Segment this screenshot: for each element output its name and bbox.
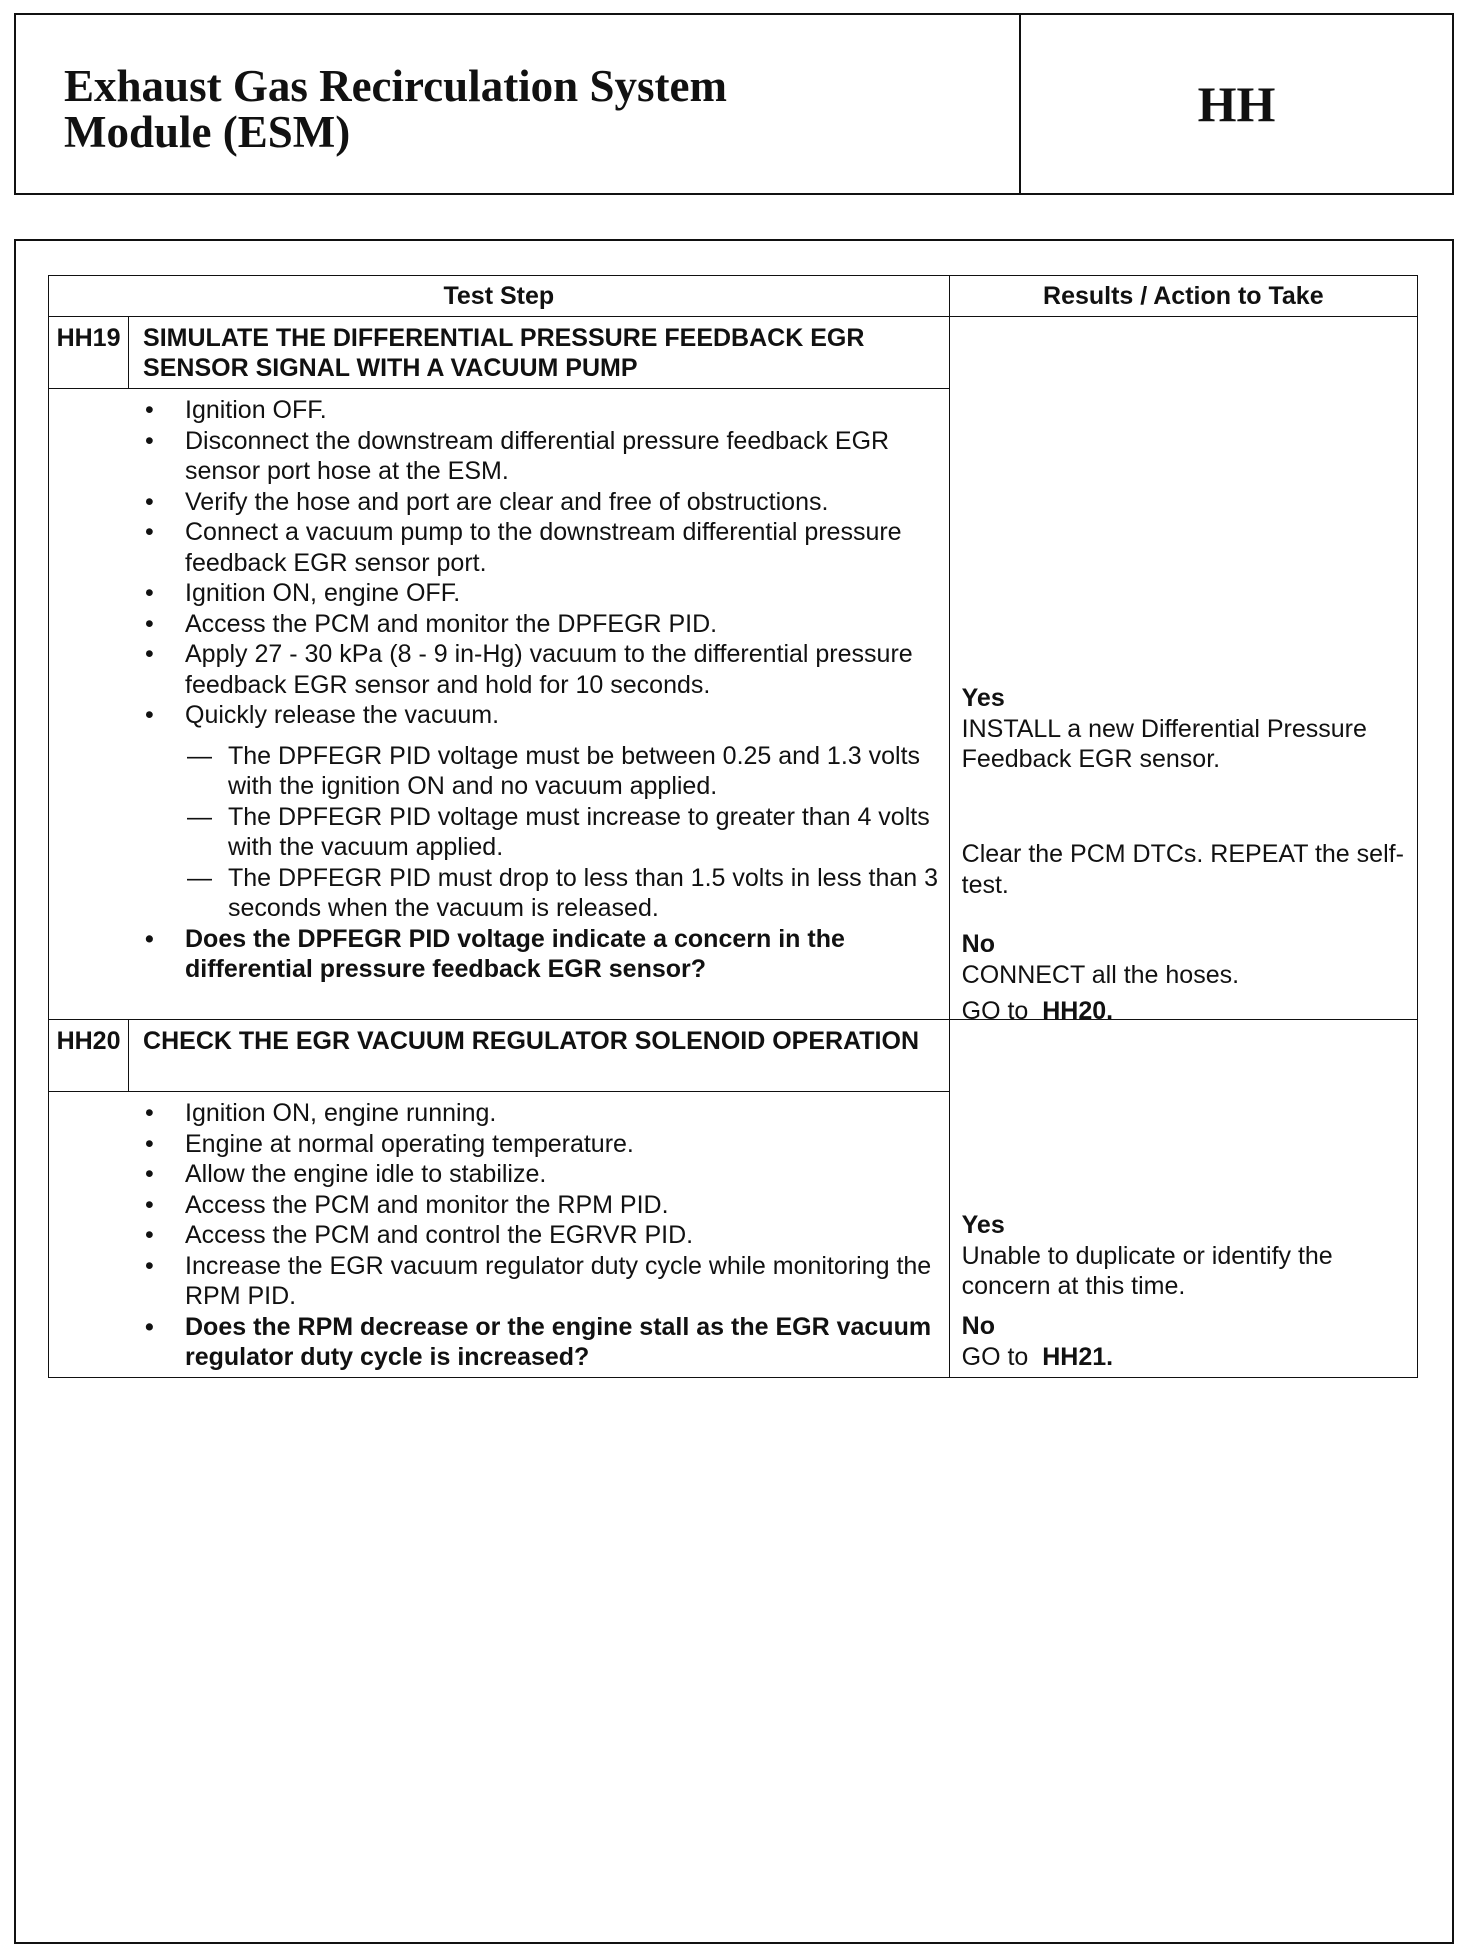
column-header-results: Results / Action to Take [949, 276, 1417, 317]
step-body [49, 1092, 950, 1378]
step-hh20-results [949, 1020, 1417, 1378]
step-id: HH19 [49, 317, 129, 389]
list-item: • Increase the EGR vacuum regulator duty cycle while monitoring the RPM PID. [49, 1251, 941, 1312]
step-question-list [49, 924, 941, 985]
step-title: SIMULATE THE DIFFERENTIAL PRESSURE FEEDBACK EGR SENSOR SIGNAL WITH A VACUUM PUMP [129, 317, 950, 389]
list-item: • Connect a vacuum pump to the downstream differential pressure feedback EGR sensor port. [49, 517, 941, 578]
step-title: CHECK THE EGR VACUUM REGULATOR SOLENOID OPERATION [129, 1020, 950, 1092]
list-item: • Ignition OFF. [49, 395, 941, 426]
list-item: — The DPFEGR PID must drop to less than 1.5 volts in less than 3 seconds when the vacuum is released. [49, 863, 941, 924]
no-label: No [961, 1312, 995, 1340]
goto-target: HH21. [1042, 1342, 1114, 1371]
list-item: • Ignition ON, engine running. [49, 1098, 941, 1129]
list-item: • Access the PCM and control the EGRVR PID. [49, 1220, 941, 1251]
step-hh19-title-row [49, 317, 1418, 389]
list-item: — The DPFEGR PID voltage must increase to greater than 4 volts with the vacuum applied. [49, 802, 941, 863]
yes-action: Unable to duplicate or identify the concern at this time. [961, 1241, 1333, 1300]
list-item: • Ignition ON, engine OFF. [49, 578, 941, 609]
step-sub-items [49, 741, 941, 924]
goto-reference: GO to HH20. [961, 997, 1114, 1025]
section-code: HH [1197, 76, 1276, 132]
step-question: • Does the RPM decrease or the engine stall as the EGR vacuum regulator duty cycle is increased? [49, 1312, 941, 1373]
step-instructions [49, 1098, 941, 1373]
step-hh20-title-row [49, 1020, 1418, 1092]
page-header [14, 13, 1454, 195]
list-item: — The DPFEGR PID voltage must be between 0.25 and 1.3 volts with the ignition ON and no vacuum applied. [49, 741, 941, 802]
table-header-row [49, 276, 1418, 317]
list-item: • Access the PCM and monitor the RPM PID. [49, 1190, 941, 1221]
list-item: • Apply 27 - 30 kPa (8 - 9 in-Hg) vacuum to the differential pressure feedback EGR sensor and hold for 10 seconds. [49, 639, 941, 700]
list-item: • Access the PCM and monitor the DPFEGR PID. [49, 609, 941, 640]
list-item: • Quickly release the vacuum. [49, 700, 941, 731]
no-label: No [961, 930, 995, 958]
no-action: CONNECT all the hoses. [961, 960, 1240, 989]
list-item: • Disconnect the downstream differential pressure feedback EGR sensor port hose at the ESM. [49, 426, 941, 487]
test-step-table [48, 275, 1418, 1378]
step-instructions [49, 395, 941, 731]
document-title [16, 15, 1021, 193]
goto-reference: GO to HH21. [961, 1342, 1114, 1371]
title-line-2: Module (ESM) [64, 107, 351, 157]
list-item: • Allow the engine idle to stabilize. [49, 1159, 941, 1190]
yes-label: Yes [961, 684, 1005, 712]
step-body [49, 389, 950, 1020]
list-item: • Engine at normal operating temperature. [49, 1129, 941, 1160]
step-id: HH20 [49, 1020, 129, 1092]
yes-label: Yes [961, 1211, 1005, 1239]
step-question: • Does the DPFEGR PID voltage indicate a concern in the differential pressure feedback EGR sensor? [49, 924, 941, 985]
step-hh19-results [949, 317, 1417, 1025]
column-header-test-step: Test Step [49, 276, 950, 317]
title-line-1: Exhaust Gas Recirculation System [64, 61, 727, 111]
yes-action-2: Clear the PCM DTCs. REPEAT the self-test. [961, 840, 1404, 899]
list-item: • Verify the hose and port are clear and free of obstructions. [49, 487, 941, 518]
yes-action: INSTALL a new Differential Pressure Feedback EGR sensor. [961, 714, 1367, 773]
goto-target: HH20. [1042, 997, 1114, 1025]
